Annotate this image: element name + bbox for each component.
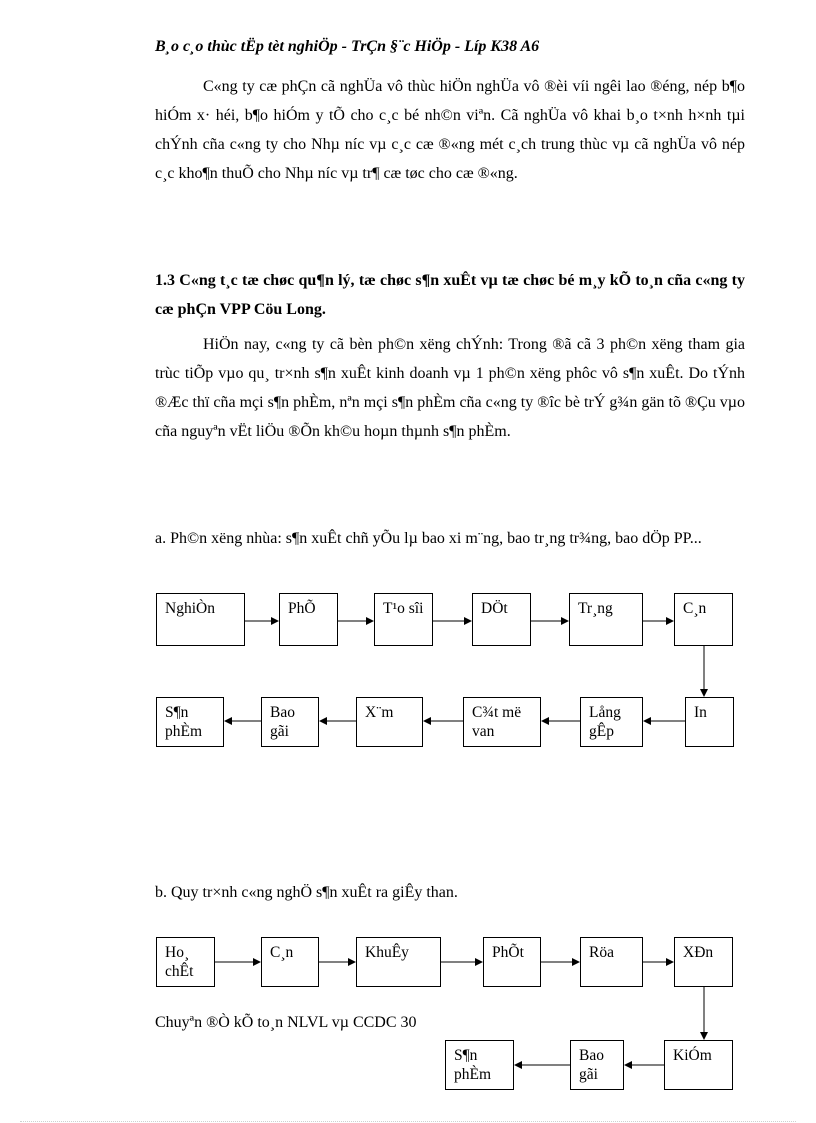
flow-b-step: Ho¸ chÊt (156, 937, 215, 987)
flow-a-step: In (685, 697, 734, 747)
section-heading-text: 1.3 C«ng t¸c tæ chøc qu¶n lý, tæ chøc s¶n xuÊt vµ tæ chøc bé m¸y kÕ to¸n cña c«ng ty cæ phÇn VPP Cöu Long. (155, 272, 745, 318)
flow-a-step: DÖt (472, 593, 531, 646)
flow-b-step: Bao gãi (570, 1040, 624, 1090)
subsection-b-text: b. Quy tr×nh c«ng nghÖ s¶n xuÊt ra giÊy than. (155, 884, 458, 901)
flow-b-step: C¸n (261, 937, 319, 987)
flow-a-step: Lång gÊp (580, 697, 643, 747)
intro-text: C«ng ty cæ phÇn cã nghÜa vô thùc hiÖn nghÜa vô ®èi víi ngêi lao ®éng, nép b¶o hiÓm x· héi, b¶o hiÓm y tÕ cho c¸c bé nh©n viªn. Cã nghÜa vô khai b¸o t×nh h×nh tµi chÝnh cña c«ng ty cho Nhµ níc vµ c¸c cæ ®«ng mét c¸ch trung thùc vµ cã nghÜa vô nép c¸c kho¶n thuÕ cho Nhµ níc vµ tr¶ cæ tøc cho cæ ®«ng. (155, 78, 745, 182)
flow-a-step: C¾t më van (463, 697, 541, 747)
footer-note: Chuyªn ®Ò kÕ to¸n NLVL vµ CCDC 30 (155, 1014, 417, 1031)
flow-a-step: T¹o sîi (374, 593, 433, 646)
flow-a-step: NghiÒn (156, 593, 245, 646)
page-header: B¸o c¸o thùc tËp tèt nghiÖp - TrÇn §¨c HiÖp - Líp K38 A6 (155, 38, 540, 55)
flow-a-step: C¸n (674, 593, 733, 646)
flow-b-step: S¶n phÈm (445, 1040, 514, 1090)
subsection-a-text: a. Ph©n xëng nhùa: s¶n xuÊt chñ yÕu lµ bao xi m¨ng, bao tr¸ng tr¾ng, bao dÖp PP... (155, 530, 702, 547)
flow-b-step: XÐn (674, 937, 733, 987)
flow-a-step: PhÕ (279, 593, 338, 646)
flow-b-step: Röa (580, 937, 643, 987)
flow-b-step: PhÕt (483, 937, 541, 987)
flow-a-step: X¨m (356, 697, 423, 747)
flow-a-step: S¶n phÈm (156, 697, 224, 747)
flow-a-step: Bao gãi (261, 697, 319, 747)
flow-a-step: Tr¸ng (569, 593, 643, 646)
flow-b-step: KiÓm (664, 1040, 733, 1090)
flow-b-step: KhuÊy (356, 937, 441, 987)
section-text: HiÖn nay, c«ng ty cã bèn ph©n xëng chÝnh: Trong ®ã cã 3 ph©n xëng tham gia trùc tiÕp vµo qu¸ tr×nh s¶n xuÊt kinh doanh vµ 1 ph©n xëng phôc vô s¶n xuÊt. Do tÝnh ®Æc thï cña mçi s¶n phÈm, nªn mçi s¶n phÈm cña c«ng ty ®îc bè trÝ g¾n gän tõ ®Çu vµo cña nguyªn vËt liÖu ®Õn kh©u hoµn thµnh s¶n phÈm. (155, 336, 745, 440)
page-bottom-rule (20, 1121, 796, 1122)
